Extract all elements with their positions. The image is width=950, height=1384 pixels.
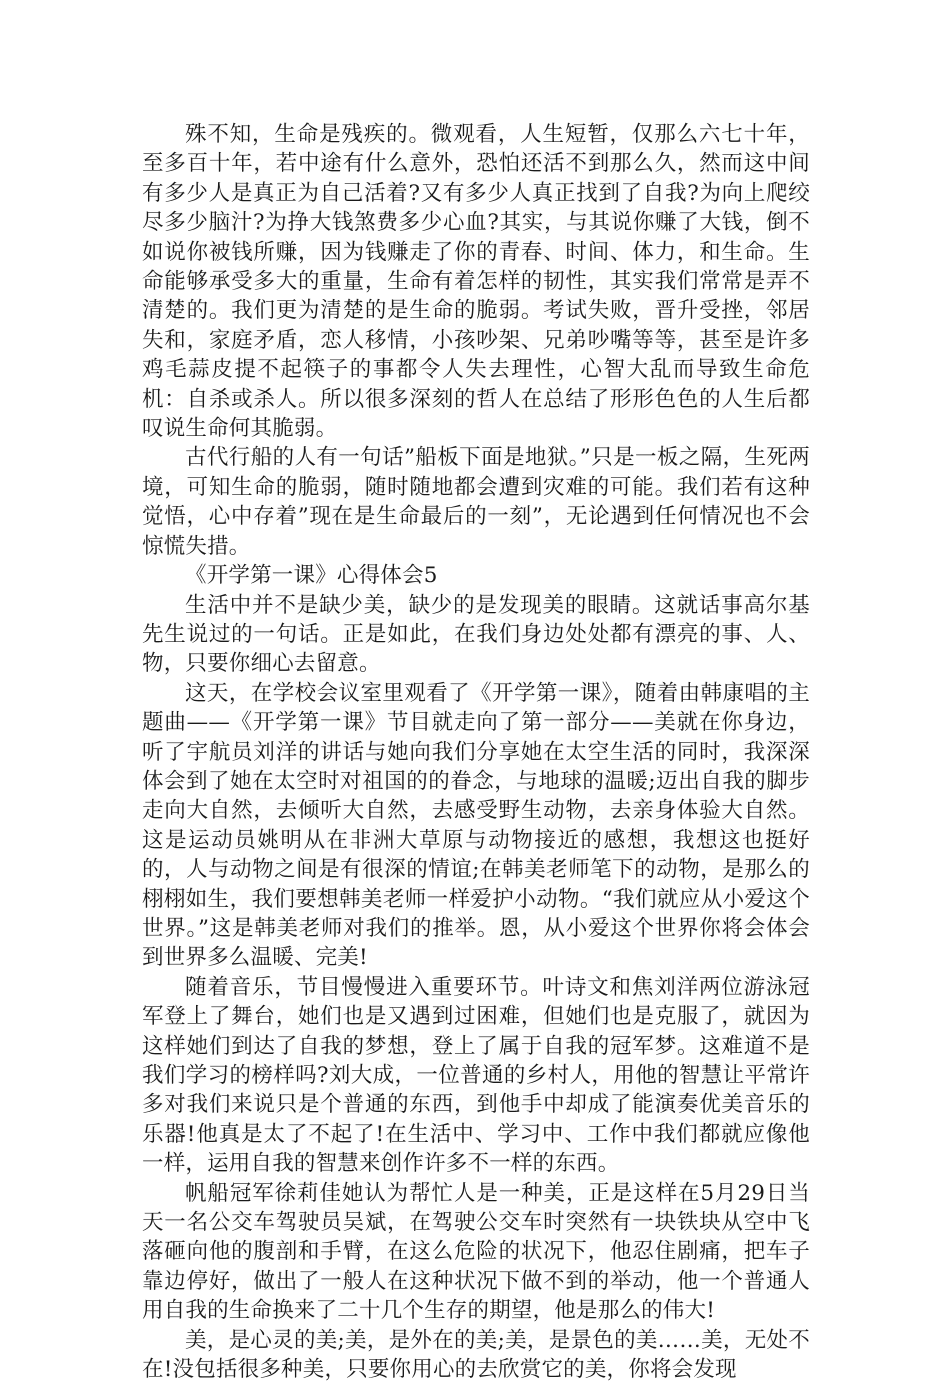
paragraph-sailing-champion: 帆船冠军徐莉佳她认为帮忙人是一种美，正是这样在5月29日当天一名公交车驾驶员吴斌，在驾驶公交车时突然有一块铁块从空中飞落砸向他的腹剖和手臂，在这么危险的状况下，他忍住剧痛，把车子靠边停好，做出了一般人在这种状况下做不到的举动，他一个普通人用自我的生命换来了二十几个生存的期望，他是那么的伟大! <box>142 1180 810 1324</box>
paragraph-beauty-everywhere: 美，是心灵的美;美，是外在的美;美，是景色的美……美，无处不在!没包括很多种美，只要你用心的去欣赏它的美，你将会发现 <box>142 1327 810 1383</box>
paragraph-discover-beauty: 生活中并不是缺少美，缺少的是发现美的眼睛。这就话事高尔基先生说过的一句话。正是如此，在我们身边处处都有漂亮的事、人、物，只要你细心去留意。 <box>142 592 810 677</box>
document-body <box>142 120 810 1384</box>
paragraph-swimming-champions: 随着音乐，节目慢慢进入重要环节。叶诗文和焦刘洋两位游泳冠军登上了舞台，她们也是又遇到过困难，但她们也是克服了，就因为这样她们到达了自我的梦想，登上了属于自我的冠军梦。这难道不是我们学习的榜样吗?刘大成，一位普通的乡村人，用他的智慧让平常许多对我们来说只是个普通的东西，到他手中却成了能演奏优美音乐的乐器!他真是太了不起了!在生活中、学习中、工作中我们都就应像他一样，运用自我的智慧来创作许多不一样的东西。 <box>142 974 810 1177</box>
paragraph-ancient-boatmen: 古代行船的人有一句话”船板下面是地狱。”只是一板之隔，生死两境，可知生命的脆弱，随时随地都会遭到灾难的可能。我们若有这种觉悟，心中存着”现在是生命最后的一刻”，无论遇到任何情况也不会惊慌失措。 <box>142 445 810 559</box>
paragraph-watching-program: 这天，在学校会议室里观看了《开学第一课》，随着由韩康唱的主题曲——《开学第一课》节目就走向了第一部分——美就在你身边，听了宇航员刘洋的讲话与她向我们分享她在太空生活的同时，我深深体会到了她在太空时对祖国的的眷念，与地球的温暖;迈出自我的脚步走向大自然，去倾听大自然，去感受野生动物，去亲身体验大自然。这是运动员姚明从在非洲大草原与动物接近的感想，我想这也挺好的，人与动物之间是有很深的情谊;在韩美老师笔下的动物，是那么的栩栩如生，我们要想韩美老师一样爱护小动物。“我们就应从小爱这个世界。”这是韩美老师对我们的推举。恩，从小爱这个世界你将会体会到世界多么温暖、完美! <box>142 680 810 971</box>
section-heading: 《开学第一课》心得体会5 <box>185 563 438 589</box>
paragraph-fragility-of-life: 殊不知，生命是残疾的。微观看，人生短暂，仅那么六七十年，至多百十年，若中途有什么意外，恐怕还活不到那么久，然而这中间有多少人是真正为自己活着?又有多少人真正找到了自我?为向上爬绞尽多少脑汁?为挣大钱煞费多少心血?其实，与其说你赚了大钱，倒不如说你被钱所赚，因为钱赚走了你的青春、时间、体力，和生命。生命能够承受多大的重量，生命有着怎样的韧性，其实我们常常是弄不清楚的。我们更为清楚的是生命的脆弱。考试失败，晋升受挫，邻居失和，家庭矛盾，恋人移情，小孩吵架、兄弟吵嘴等等，甚至是许多鸡毛蒜皮提不起筷子的事都令人失去理性，心智大乱而导致生命危机：自杀或杀人。所以很多深刻的哲人在总结了形形色色的人生后都叹说生命何其脆弱。 <box>142 122 810 442</box>
